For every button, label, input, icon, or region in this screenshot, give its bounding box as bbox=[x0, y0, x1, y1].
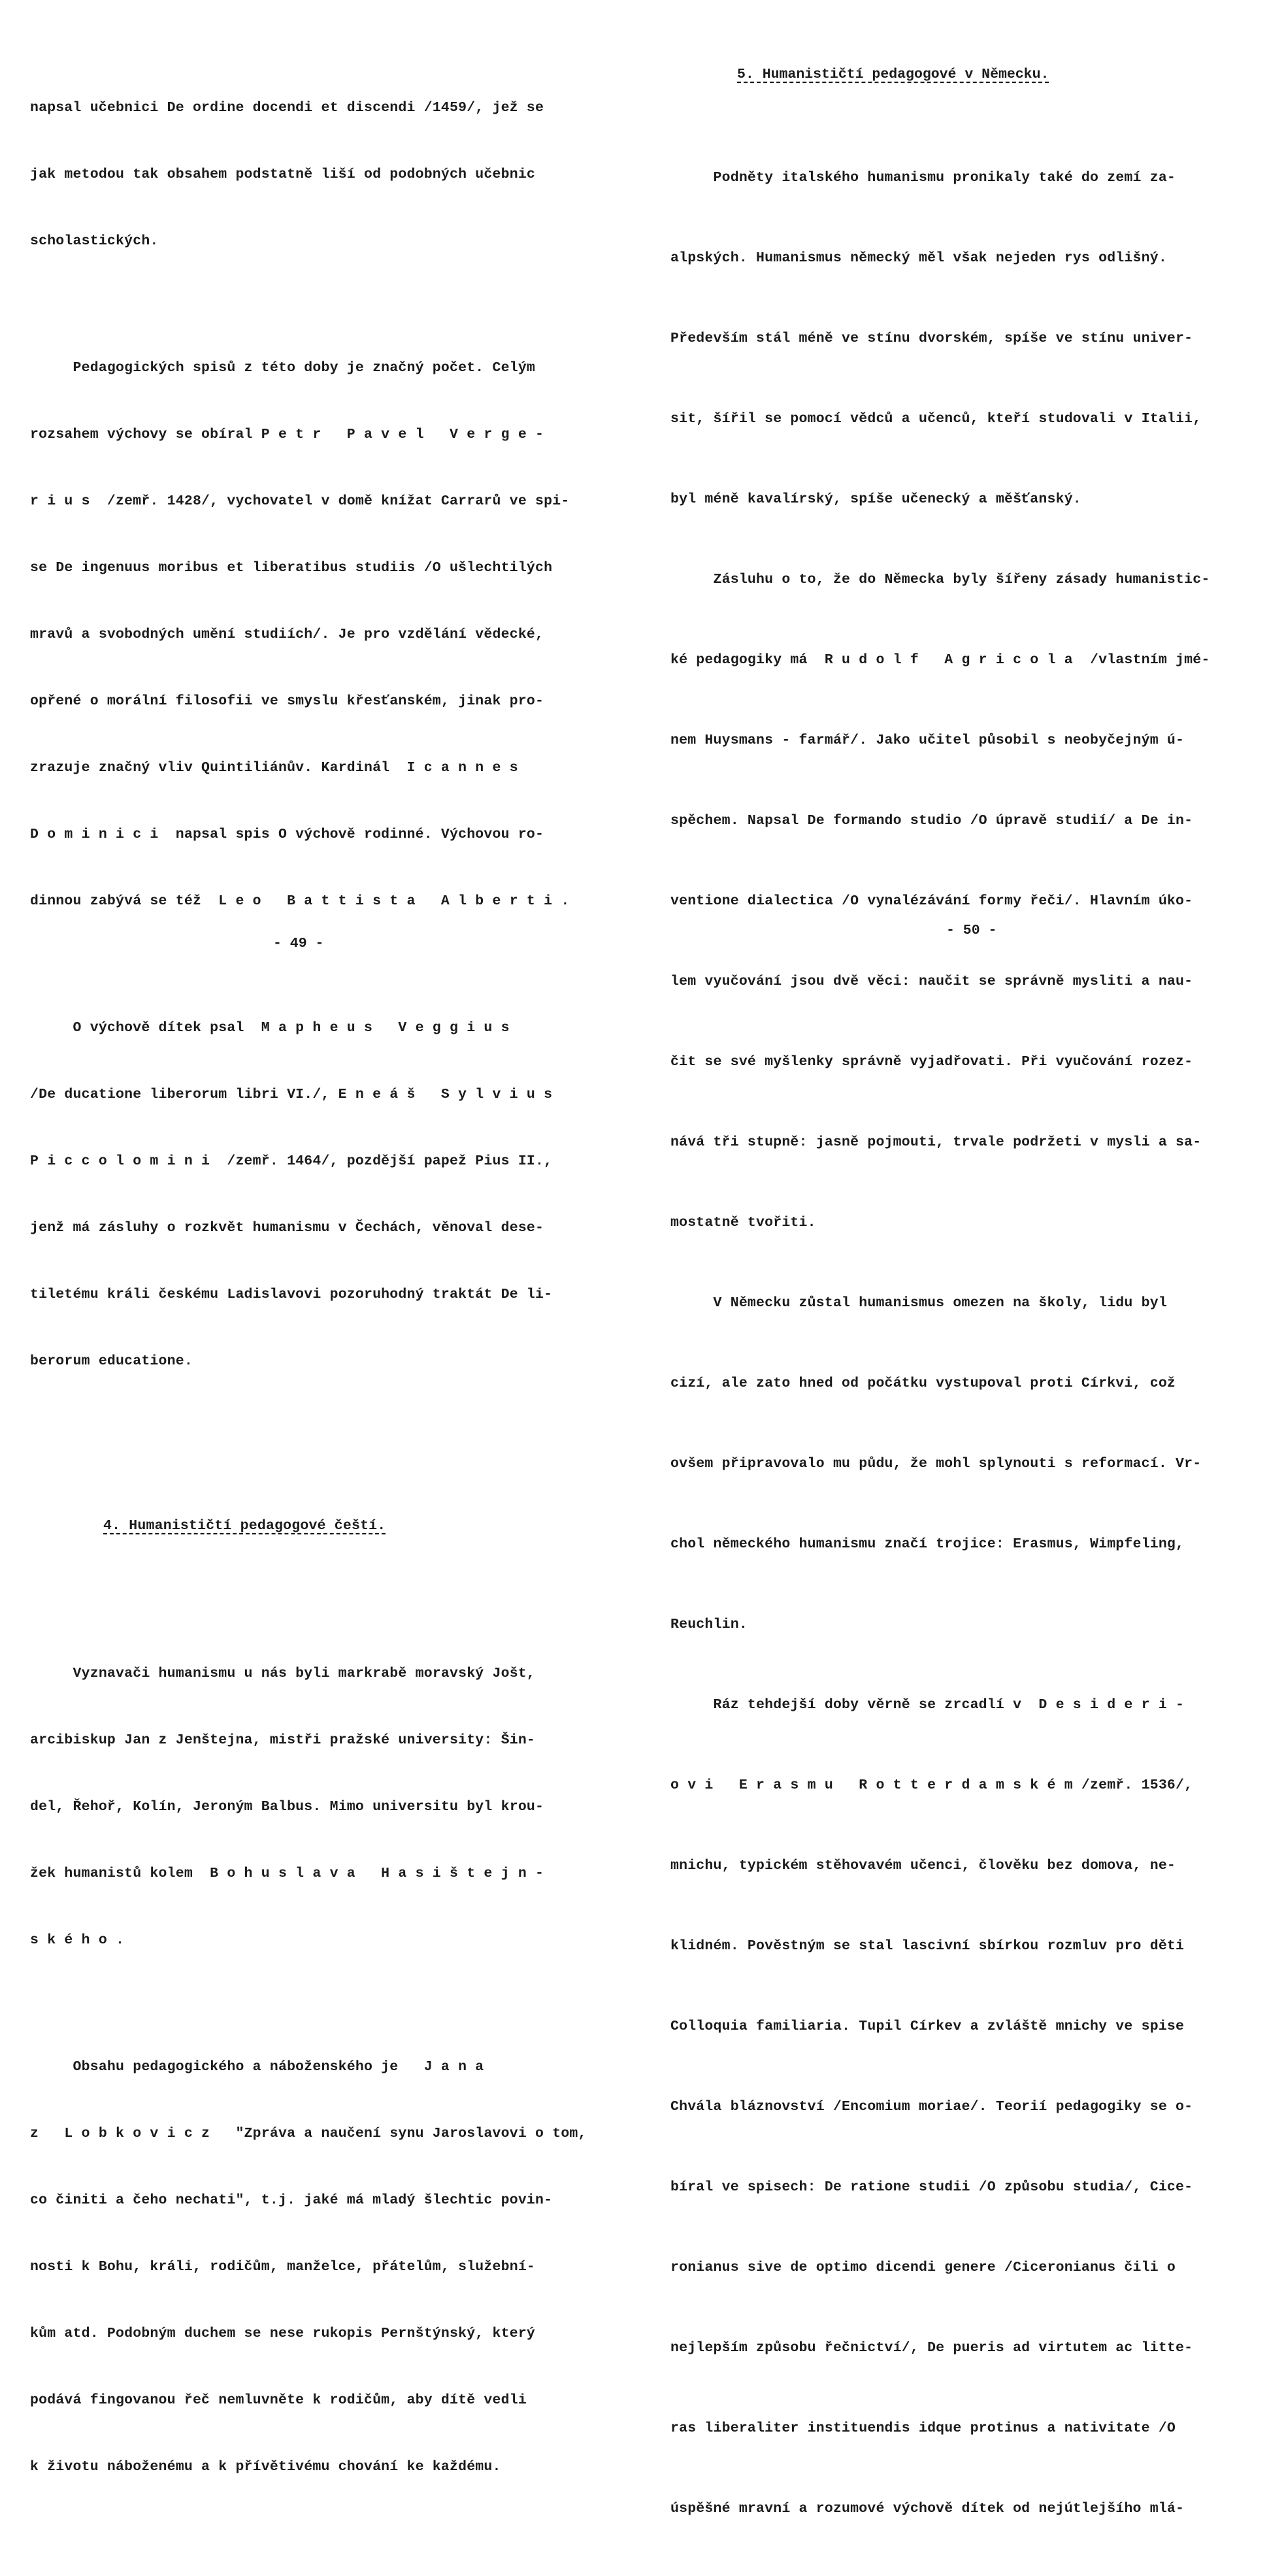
section-heading: 5. Humanističtí pedagogové v Německu. bbox=[737, 67, 1049, 82]
text-line: klidném. Pověstným se stal lascivní sbírkou rozmluv pro děti bbox=[670, 1938, 1185, 1954]
text-line: čit se své myšlenky správně vyjadřovati. Při vyučování rozez- bbox=[670, 1054, 1193, 1070]
text-line: byl méně kavalírský, spíše učenecký a měšťanský. bbox=[670, 491, 1081, 507]
text-line: D o m i n i c i napsal spis O výchově rodinné. Výchovou ro- bbox=[30, 827, 544, 842]
text-line: /De ducatione liberorum libri VI./, E n e á š S y l v i u s bbox=[30, 1087, 553, 1102]
text-line: Chvála bláznovství /Encomium moriae/. Teorií pedagogiky se o- bbox=[670, 2099, 1193, 2115]
text-line: z L o b k o v i c z "Zpráva a naučení synu Jaroslavovi o tom, bbox=[30, 2126, 587, 2141]
text-line: opřené o morální filosofii ve smyslu křesťanském, jinak pro- bbox=[30, 693, 544, 709]
text-line: cizí, ale zato hned od počátku vystupoval proti Církvi, což bbox=[670, 1376, 1176, 1391]
text-line: Reuchlin. bbox=[670, 1617, 748, 1632]
text-line: nem Huysmans - farmář/. Jako učitel působil s neobyčejným ú- bbox=[670, 733, 1185, 748]
text-line: r i u s /zemř. 1428/, vychovatel v domě knížat Carrarů ve spi- bbox=[30, 493, 570, 509]
text-line: úspěšné mravní a rozumové výchově dítek od nejútlejšího mlá- bbox=[670, 2501, 1185, 2517]
text-line: lem vyučování jsou dvě věci: naučit se správně mysliti a nau- bbox=[670, 974, 1193, 989]
text-line: mostatně tvořiti. bbox=[670, 1215, 816, 1230]
text-line: bíral ve spisech: De ratione studii /O způsobu studia/, Cice- bbox=[670, 2179, 1193, 2195]
text-line: ventione dialectica /O vynalézávání formy řeči/. Hlavním úko- bbox=[670, 893, 1193, 909]
text-line: del, Řehoř, Kolín, Jeroným Balbus. Mimo universitu byl krou- bbox=[30, 1799, 544, 1815]
text-line: nává tři stupně: jasně pojmouti, trvale podržeti v mysli a sa- bbox=[670, 1134, 1202, 1150]
text-line: mnichu, typickém stěhovavém učenci, člověku bez domova, ne- bbox=[670, 1858, 1176, 1874]
text-line: kům atd. Podobným duchem se nese rukopis Pernštýnský, který bbox=[30, 2326, 536, 2341]
text-line: jenž má zásluhy o rozkvět humanismu v Čechách, věnoval dese- bbox=[30, 1220, 544, 1236]
text-line: rozsahem výchovy se obíral P e t r P a v e l V e r g e - bbox=[30, 427, 544, 442]
text-line: arcibiskup Jan z Jenštejna, mistři pražské university: Šin- bbox=[30, 1732, 536, 1748]
text-line: sit, šířil se pomocí vědců a učenců, kteří studovali v Italii, bbox=[670, 411, 1202, 427]
text-line: ronianus sive de optimo dicendi genere /Ciceronianus čili o bbox=[670, 2260, 1176, 2275]
text-line: žek humanistů kolem B o h u s l a v a H a s i š t e j n - bbox=[30, 1866, 544, 1881]
text-line: Podněty italského humanismu pronikaly také do zemí za- bbox=[670, 170, 1176, 186]
text-line: mravů a svobodných umění studiích/. Je pro vzdělání vědecké, bbox=[30, 627, 544, 642]
section-heading: 4. Humanističtí pedagogové čeští. bbox=[103, 1518, 386, 1534]
text-line: ovšem připravovalo mu půdu, že mohl splynouti s reformací. Vr- bbox=[670, 1456, 1202, 1472]
text-line: Obsahu pedagogického a náboženského je J a n a bbox=[30, 2059, 484, 2075]
text-line: ras liberaliter instituendis idque protinus a nativitate /O bbox=[670, 2420, 1176, 2436]
page-number: - 49 - bbox=[273, 936, 324, 951]
text-line: tiletému králi českému Ladislavovi pozoruhodný traktát De li- bbox=[30, 1287, 553, 1302]
text-line: spěchem. Napsal De formando studio /O úpravě studií/ a De in- bbox=[670, 813, 1193, 829]
left-page-text bbox=[30, 52, 618, 2522]
text-line: jak metodou tak obsahem podstatně liší od podobných učebnic bbox=[30, 167, 536, 182]
right-page-text bbox=[670, 111, 1259, 2576]
left-page bbox=[0, 0, 634, 2475]
text-line: s k é h o . bbox=[30, 1932, 125, 1948]
right-page bbox=[634, 0, 1269, 2517]
text-line: se De ingenuus moribus et liberatibus studiis /O ušlechtilých bbox=[30, 560, 553, 576]
page-number: - 50 - bbox=[946, 923, 997, 938]
text-line: napsal učebnici De ordine docendi et discendi /1459/, jež se bbox=[30, 100, 544, 116]
text-line: berorum educatione. bbox=[30, 1353, 193, 1369]
text-line: chol německého humanismu značí trojice: Erasmus, Wimpfeling, bbox=[670, 1536, 1185, 1552]
text-line: nosti k Bohu, králi, rodičům, manželce, přátelům, služební- bbox=[30, 2259, 536, 2275]
text-line: Pedagogických spisů z této doby je značný počet. Celým bbox=[30, 360, 536, 376]
text-line: podává fingovanou řeč nemluvněte k rodičům, aby dítě vedli bbox=[30, 2392, 527, 2408]
text-line: O výchově dítek psal M a p h e u s V e g g i u s bbox=[30, 1020, 510, 1036]
text-line: dinnou zabývá se též L e o B a t t i s t a A l b e r t i . bbox=[30, 893, 570, 909]
text-line: ké pedagogiky má R u d o l f A g r i c o l a /vlastním jmé- bbox=[670, 652, 1210, 668]
text-line: zrazuje značný vliv Quintiliánův. Kardinál I c a n n e s bbox=[30, 760, 518, 776]
text-line: P i c c o l o m i n i /zemř. 1464/, pozdější papež Pius II., bbox=[30, 1153, 553, 1169]
text-line: nejlepším způsobu řečnictví/, De pueris ad virtutem ac litte- bbox=[670, 2340, 1193, 2356]
text-line: Vyznavači humanismu u nás byli markrabě moravský Jošt, bbox=[30, 1666, 536, 1681]
text-line: o v i E r a s m u R o t t e r d a m s k é m /zemř. 1536/, bbox=[670, 1777, 1193, 1793]
text-line: Především stál méně ve stínu dvorském, spíše ve stínu univer- bbox=[670, 331, 1193, 346]
text-line: Colloquia familiaria. Tupil Církev a zvláště mnichy ve spise bbox=[670, 2019, 1185, 2034]
text-line: V Německu zůstal humanismus omezen na školy, lidu byl bbox=[670, 1295, 1167, 1311]
text-line: scholastických. bbox=[30, 233, 159, 249]
text-line: Ráz tehdejší doby věrně se zrcadlí v D e s i d e r i - bbox=[670, 1697, 1185, 1713]
text-line: Zásluhu o to, že do Německa byly šířeny zásady humanistic- bbox=[670, 572, 1210, 587]
text-line: co činiti a čeho nechati", t.j. jaké má mladý šlechtic povin- bbox=[30, 2192, 553, 2208]
text-line: k životu náboženému a k přívětivému chování ke každému. bbox=[30, 2459, 501, 2475]
text-line: alpských. Humanismus německý měl však nejeden rys odlišný. bbox=[670, 250, 1167, 266]
